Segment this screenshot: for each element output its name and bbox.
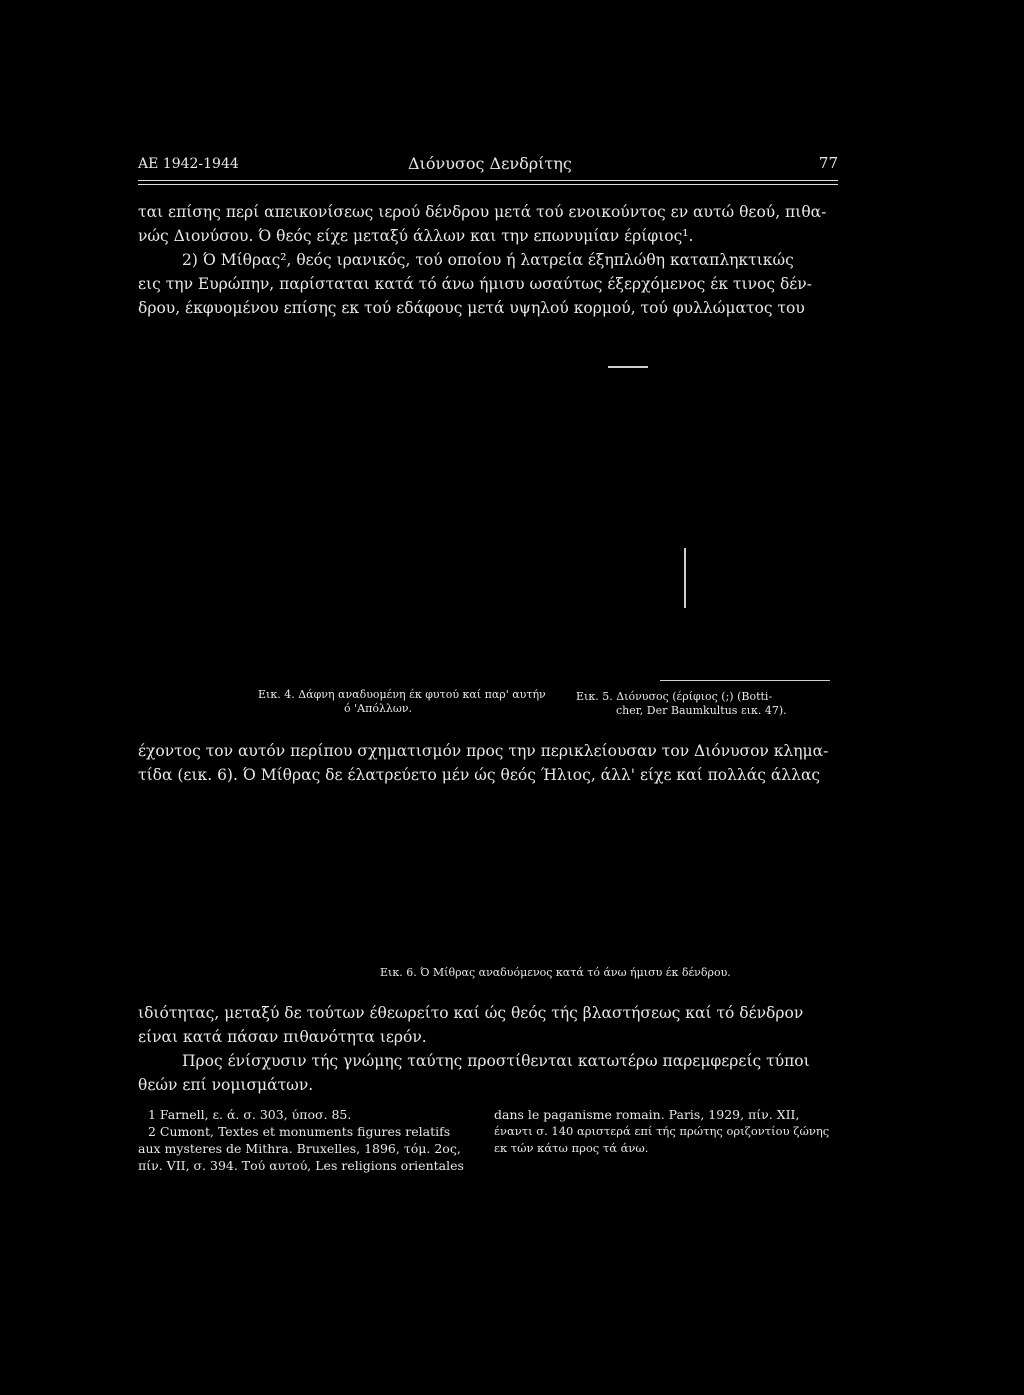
body-paragraph-2: [138, 739, 840, 787]
caption-line: Εικ. 5. Διόνυσος (έρίφιος (;) (Botti-: [576, 690, 773, 703]
header-rule-secondary: [138, 184, 838, 185]
caption-line: ό 'Απόλλων.: [344, 702, 413, 715]
footnote-line: έναντι σ. 140 αριστερά επί τής πρώτης οριζοντίου ζώνης: [494, 1124, 830, 1138]
footnotes-left: [138, 1106, 488, 1174]
running-title: Διόνυσος Δενδρίτης: [408, 154, 572, 173]
caption-line: cher, Der Baumkultus εικ. 47).: [616, 704, 787, 717]
page-number: 77: [818, 154, 838, 172]
figure-4-caption: [258, 688, 558, 716]
text-line: δρου, έκφυομένου επίσης εκ τού εδάφους μετά υψηλού κορμού, τού φυλλώματος του: [138, 299, 805, 317]
figure-fragment: [684, 548, 686, 608]
footnote-line: εκ τών κάτω προς τά άνω.: [494, 1141, 649, 1155]
running-header: [138, 156, 838, 180]
footnote-line: πίν. VII, σ. 394. Τού αυτού, Les religions orientales: [138, 1158, 464, 1173]
text-line: εις την Ευρώπην, παρίσταται κατά τό άνω ήμισυ ωσαύτως έξερχόμενος έκ τινος δέν-: [138, 275, 812, 293]
caption-line: Εικ. 4. Δάφνη αναδυομένη έκ φυτού καί παρ' αυτήν: [258, 688, 546, 701]
text-line: ιδιότητας, μεταξύ δε τούτων έθεωρείτο καί ώς θεός τής βλαστήσεως καί τό δένδρον: [138, 1004, 804, 1022]
text-line: είναι κατά πάσαν πιθανότητα ιερόν.: [138, 1028, 427, 1046]
text-line: τίδα (εικ. 6). Ό Μίθρας δε έλατρεύετο μέν ώς θεός Ήλιος, άλλ' είχε καί πολλάς άλλας: [138, 766, 821, 784]
figure-fragment: [608, 366, 648, 368]
footnote-line: 1 Farnell, ε. ά. σ. 303, ύποσ. 85.: [148, 1107, 352, 1122]
body-paragraph-3: [138, 1001, 840, 1097]
footnote-line: dans le paganisme romain. Paris, 1929, πίν. XII,: [494, 1107, 800, 1122]
text-line: Προς ένίσχυσιν τής γνώμης ταύτης προστίθενται κατωτέρω παρεμφερείς τύποι: [182, 1052, 810, 1070]
body-paragraph-1: [138, 200, 840, 320]
footnotes-right: [494, 1106, 840, 1157]
text-line: 2) Ό Μίθρας², θεός ιρανικός, τού οποίου ή λατρεία έξηπλώθη καταπληκτικώς: [182, 251, 794, 269]
text-line: νώς Διονύσου. Ό θεός είχε μεταξύ άλλων και την επωνυμίαν έρίφιος¹.: [138, 227, 694, 245]
footnote-line: 2 Cumont, Textes et monuments figures relatifs: [148, 1124, 451, 1139]
figure-6-caption: Εικ. 6. Ό Μίθρας αναδυόμενος κατά τό άνω ήμισυ έκ δένδρου.: [380, 966, 731, 979]
footnote-line: aux mysteres de Mithra. Bruxelles, 1896, τόμ. 2ος,: [138, 1141, 461, 1156]
figure-5-caption: [576, 690, 816, 718]
text-line: έχοντος τον αυτόν περίπου σχηματισμόν προς την περικλείουσαν τον Διόνυσον κλημα-: [138, 742, 829, 760]
header-rule: [138, 180, 838, 181]
journal-label: ΑΕ 1942-1944: [138, 156, 239, 172]
figure-divider: [660, 680, 830, 681]
text-line: ται επίσης περί απεικονίσεως ιερού δένδρου μετά τού ενοικούντος εν αυτώ θεού, πιθα-: [138, 203, 827, 221]
text-line: θεών επί νομισμάτων.: [138, 1076, 314, 1094]
